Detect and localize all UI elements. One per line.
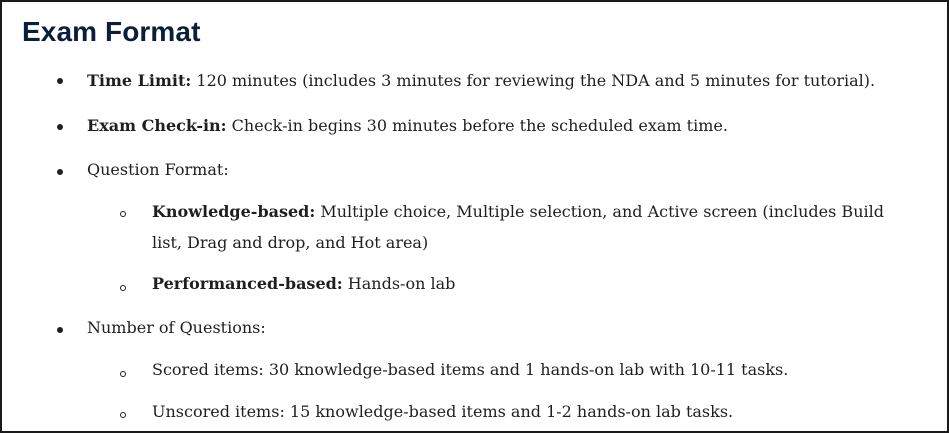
sub-item-knowledge-based-continuation bbox=[152, 231, 428, 255]
sub-item-text: Multiple choice, Multiple selection, and Active screen (includes Build bbox=[315, 202, 884, 221]
sub-item-text: Unscored items: 15 knowledge-based items and 1-2 hands-on lab tasks. bbox=[152, 402, 734, 421]
sub-bullet-icon bbox=[120, 371, 126, 377]
bullet-icon bbox=[57, 78, 63, 84]
bullet-icon bbox=[57, 169, 63, 175]
sub-item-scored-items bbox=[152, 358, 788, 382]
sub-bullet-icon bbox=[120, 412, 126, 418]
list-item-number-of-questions bbox=[87, 316, 266, 340]
item-label: Time Limit: bbox=[87, 71, 192, 90]
item-text: 120 minutes (includes 3 minutes for reviewing the NDA and 5 minutes for tutorial). bbox=[191, 71, 876, 90]
bullet-icon bbox=[57, 327, 63, 333]
sub-item-unscored-items bbox=[152, 400, 733, 424]
list-item-question-format bbox=[87, 158, 229, 182]
bullet-icon bbox=[57, 124, 63, 130]
sub-bullet-icon bbox=[120, 211, 126, 217]
list-item-exam-check-in bbox=[87, 114, 728, 138]
sub-item-text: Scored items: 30 knowledge-based items and 1 hands-on lab with 10-11 tasks. bbox=[152, 360, 789, 379]
item-label: Exam Check-in: bbox=[87, 116, 227, 135]
sub-item-performanced-based bbox=[152, 272, 455, 296]
sub-item-knowledge-based bbox=[152, 200, 884, 224]
list-item-time-limit bbox=[87, 69, 875, 93]
sub-item-text: Hands-on lab bbox=[342, 274, 456, 293]
item-text: Question Format: bbox=[87, 160, 229, 179]
sub-item-label: Performanced-based: bbox=[152, 274, 343, 293]
item-text: Check-in begins 30 minutes before the scheduled exam time. bbox=[226, 116, 728, 135]
section-title: Exam Format bbox=[22, 16, 201, 47]
sub-item-label: Knowledge-based: bbox=[152, 202, 316, 221]
sub-item-text-continuation: list, Drag and drop, and Hot area) bbox=[152, 233, 429, 252]
sub-bullet-icon bbox=[120, 285, 126, 291]
item-text: Number of Questions: bbox=[87, 318, 266, 337]
